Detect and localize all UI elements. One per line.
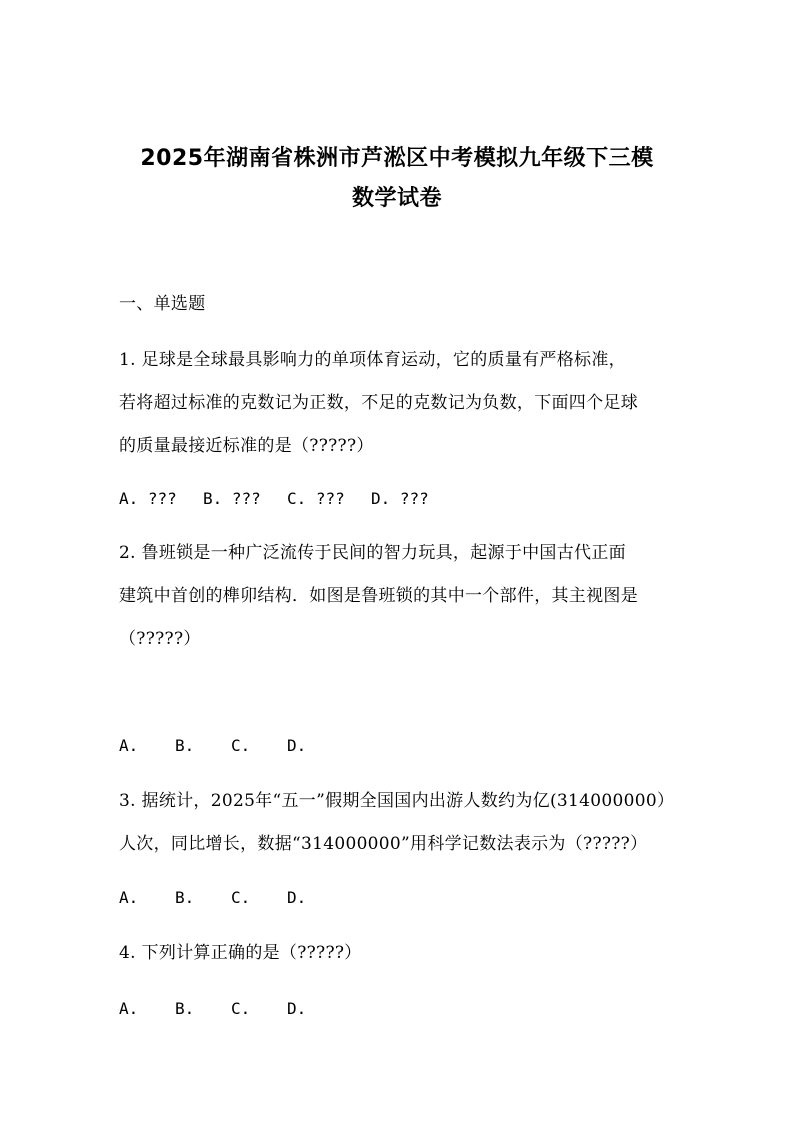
- question-1-option-d: D. ???: [371, 489, 429, 508]
- question-2-options: [119, 734, 343, 758]
- section-heading: 一、单选题: [119, 294, 206, 314]
- question-1-option-a: A. ???: [119, 489, 177, 508]
- question-3-options: [119, 886, 343, 910]
- question-1-option-b: B. ???: [203, 489, 261, 508]
- question-3-option-d: D.: [287, 888, 307, 907]
- question-1-line-2: 若将超过标准的克数记为正数，不足的克数记为负数，下面四个足球: [119, 393, 638, 413]
- question-2-option-a: A.: [119, 736, 139, 755]
- question-1-options: [119, 487, 455, 511]
- question-4-option-c: C.: [231, 999, 251, 1018]
- question-3-option-a: A.: [119, 888, 139, 907]
- question-1-line-1: 1. 足球是全球最具影响力的单项体育运动，它的质量有严格标准，: [119, 350, 626, 370]
- question-4-option-a: A.: [119, 999, 139, 1018]
- question-4-options: [119, 997, 343, 1021]
- question-3-line-2: 人次，同比增长，数据“314000000”用科学记数法表示为（?????）: [119, 834, 648, 854]
- question-3-option-c: C.: [231, 888, 251, 907]
- question-2-option-d: D.: [287, 736, 307, 755]
- exam-title-line-1: 2025年湖南省株洲市芦淞区中考模拟九年级下三模: [140, 146, 654, 171]
- question-1-option-c: C. ???: [287, 489, 345, 508]
- question-1-line-3: 的质量最接近标准的是（?????）: [119, 436, 374, 456]
- question-2-option-c: C.: [231, 736, 251, 755]
- question-2-option-b: B.: [175, 736, 195, 755]
- question-4-option-b: B.: [175, 999, 195, 1018]
- question-4-line-1: 4. 下列计算正确的是（?????）: [119, 943, 362, 963]
- question-2-line-1: 2. 鲁班锁是一种广泛流传于民间的智力玩具，起源于中国古代正面: [119, 543, 626, 563]
- question-3-line-1: 3. 据统计，2025年“五一”假期全国国内出游人数约为亿(314000000）: [119, 791, 675, 811]
- question-2-line-3: （?????）: [119, 629, 201, 649]
- question-4-option-d: D.: [287, 999, 307, 1018]
- exam-title-line-2: 数学试卷: [351, 186, 442, 211]
- question-2-line-2: 建筑中首创的榫卯结构．如图是鲁班锁的其中一个部件，其主视图是: [119, 586, 638, 606]
- question-3-option-b: B.: [175, 888, 195, 907]
